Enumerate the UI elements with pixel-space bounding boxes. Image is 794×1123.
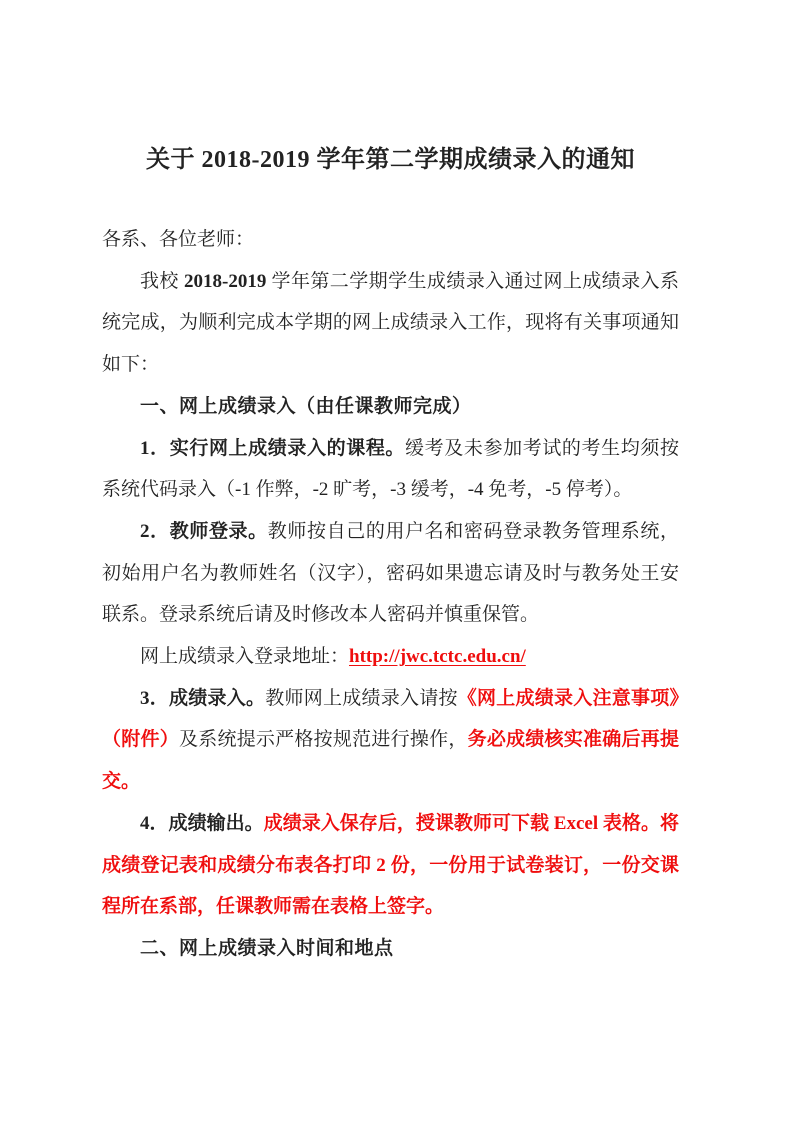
heading-text: 二、网上成绩录入时间和地点 [140, 937, 394, 959]
heading-text: 一、网上成绩录入（由任课教师完成） [140, 395, 472, 417]
body-text: 学年第二学期学生成绩录入通过网上成绩录入系统完成，为顺利完成本学期的网上成绩录入工作，现将有关事项通知如下： [102, 270, 679, 376]
bold-text: 2．教师登录。 [140, 520, 268, 542]
body-text: 我校 [140, 270, 185, 292]
bold-text: 4．成绩输出。 [140, 812, 264, 834]
document-body [102, 219, 679, 970]
red-emphasis-text: 成绩录入保存后，授课教师可下载 Excel 表格。将成绩登记表和成绩分布表各打印 2 份，一份用于试卷装订，一份交课程所在系部，任课教师需在表格上签字。 [102, 812, 679, 918]
paragraph [102, 261, 679, 386]
grade-entry-url-link[interactable]: http://jwc.tctc.edu.cn/ [349, 646, 526, 668]
red-emphasis-text: 《网上成绩录入注意事项》（附件） [102, 687, 679, 751]
body-text: 及系统提示严格按规范进行操作， [178, 729, 468, 751]
paragraph [102, 678, 679, 803]
body-text: 缓考及未参加考试的考生均须按系统代码录入（-1 作弊，-2 旷考，-3 缓考，-4 免考，-5 停考）。 [102, 437, 679, 501]
section-heading [102, 386, 679, 428]
bold-text: 2018-2019 [184, 270, 267, 292]
body-text: 教师网上成绩录入请按 [265, 687, 458, 709]
paragraph [102, 219, 679, 261]
body-text: 网上成绩录入登录地址： [140, 646, 350, 668]
paragraph [102, 428, 679, 511]
paragraph [102, 511, 679, 636]
body-text: 各系、各位老师： [102, 229, 255, 250]
bold-text: 1．实行网上成绩录入的课程。 [140, 437, 406, 459]
paragraph [102, 636, 679, 678]
section-heading [102, 928, 679, 970]
bold-text: 3．成绩录入。 [140, 687, 266, 709]
body-text: 教师按自己的用户名和密码登录教务管理系统，初始用户名为教师姓名（汉字），密码如果遗忘请及时与教务处王安联系。登录系统后请及时修改本人密码并慎重保管。 [102, 520, 679, 626]
paragraph [102, 803, 679, 928]
document-title: 关于 2018-2019 学年第二学期成绩录入的通知 [146, 147, 635, 173]
red-emphasis-text: 务必成绩核实准确后再提交。 [102, 729, 679, 793]
